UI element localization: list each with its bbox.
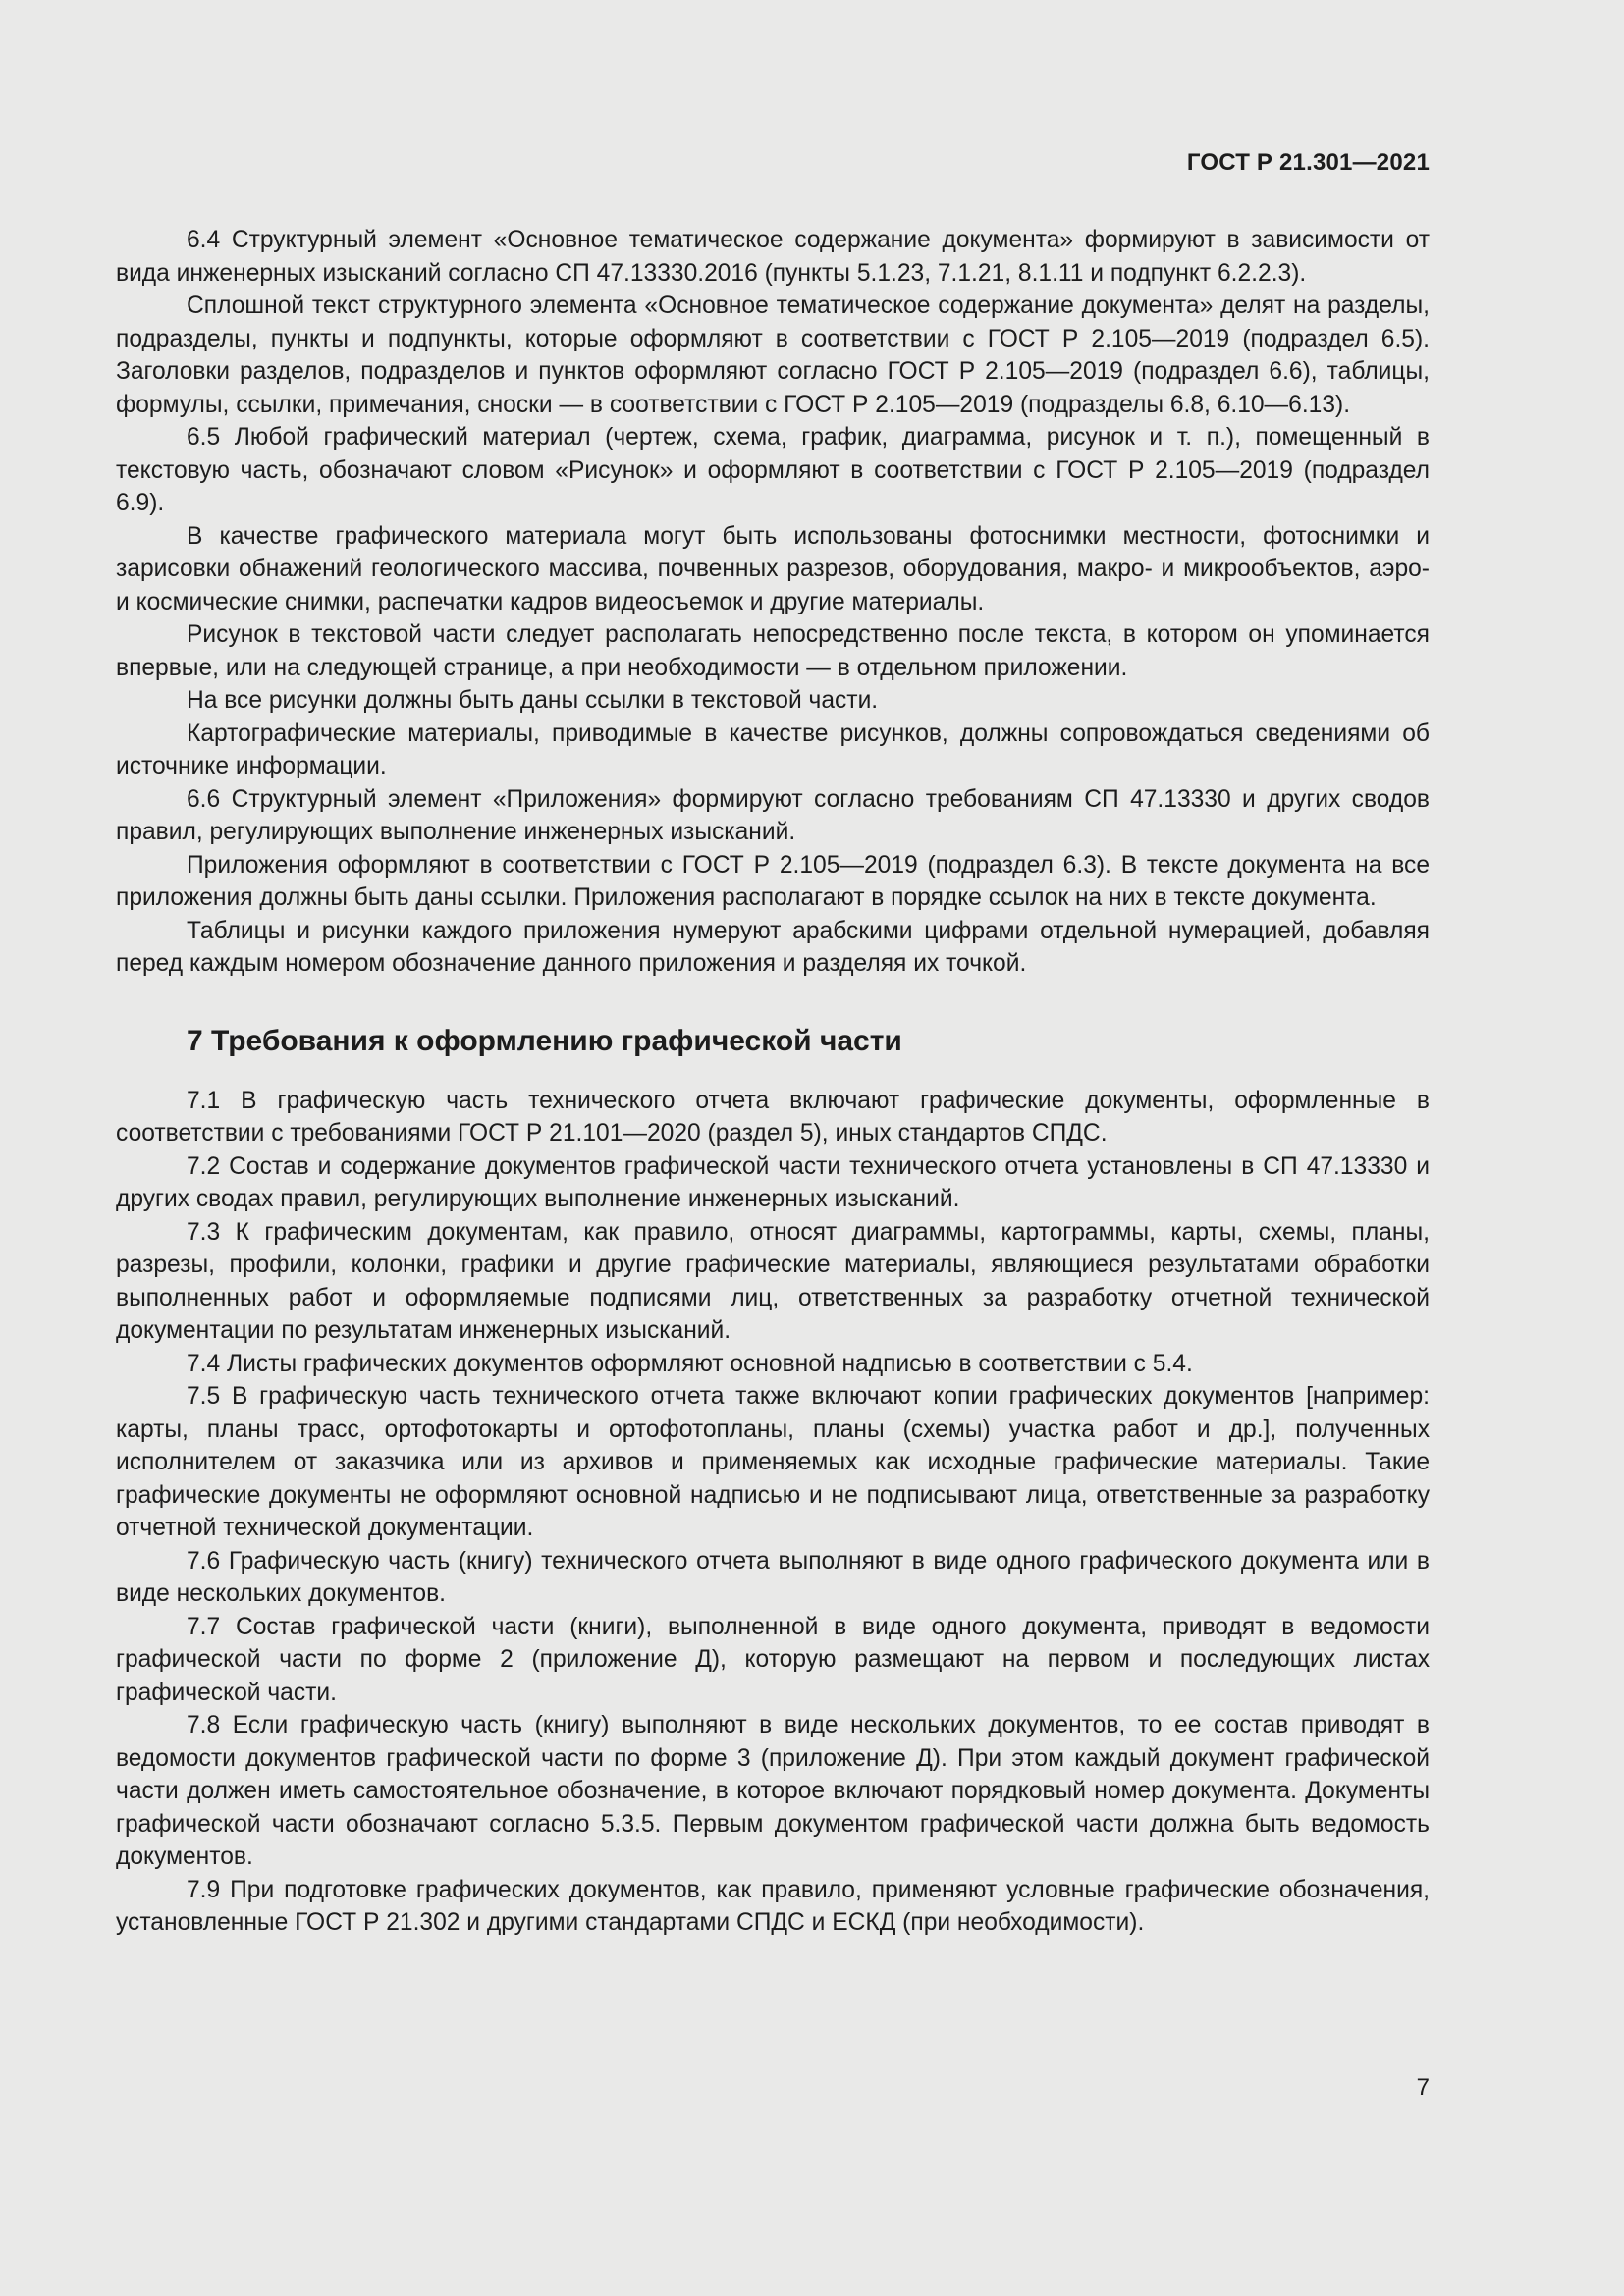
- paragraph: В качестве графического материала могут быть использованы фотоснимки местности, фотоснимки и зарисовки обнажений геологического массива, почвенных разрезов, оборудования, макро- и микрообъектов, аэро- и космические снимки, распечатки кадров видеосъемок и другие материалы.: [116, 522, 1430, 615]
- paragraph: Сплошной текст структурного элемента «Основное тематическое содержание документа» делят на разделы, подразделы, пункты и подпункты, которые оформляют в соответствии с ГОСТ Р 2.105—2019 (подраздел 6.5). Заголовки разделов, подразделов и пунктов оформляют согласно ГОСТ Р 2.105—2019 (подраздел 6.6), таблицы, формулы, ссылки, примечания, сноски — в соответствии с ГОСТ Р 2.105—2019 (подразделы 6.8, 6.10—6.13).: [116, 293, 1430, 418]
- paragraph-6-4: 6.4 Структурный элемент «Основное тематическое содержание документа» формируют в зависимости от вида инженерных изысканий согласно СП 47.13330.2016 (пункты 5.1.23, 7.1.21, 8.1.11 и подпункт 6.2.2.3).: [116, 227, 1430, 287]
- paragraph: Таблицы и рисунки каждого приложения нумеруют арабскими цифрами отдельной нумерацией, добавляя перед каждым номером обозначение данного приложения и разделяя их точкой.: [116, 917, 1430, 977]
- paragraph-7-7: 7.7 Состав графической части (книги), выполненной в виде одного документа, приводят в ведомости графической части по форме 2 (приложение Д), которую размещают на первом и последующих листах графической части.: [116, 1613, 1430, 1706]
- paragraph-6-6: 6.6 Структурный элемент «Приложения» формируют согласно требованиям СП 47.13330 и других сводов правил, регулирующих выполнение инженерных изысканий.: [116, 785, 1430, 845]
- document-header-id: ГОСТ Р 21.301—2021: [1186, 149, 1430, 176]
- paragraph-7-9: 7.9 При подготовке графических документов, как правило, применяют условные графические обозначения, установленные ГОСТ Р 21.302 и другими стандартами СПДС и ЕСКД (при необходимости).: [116, 1876, 1430, 1936]
- paragraph-7-4: 7.4 Листы графических документов оформляют основной надписью в соответствии с 5.4.: [187, 1350, 1193, 1377]
- paragraph-7-2: 7.2 Состав и содержание документов графической части технического отчета установлены в СП 47.13330 и других сводах правил, регулирующих выполнение инженерных изысканий.: [116, 1152, 1430, 1212]
- paragraph: Приложения оформляют в соответствии с ГОСТ Р 2.105—2019 (подраздел 6.3). В тексте документа на все приложения должны быть даны ссылки. Приложения располагают в порядке ссылок на них в тексте документа.: [116, 851, 1430, 911]
- paragraph-7-5: 7.5 В графическую часть технического отчета также включают копии графических документов [например: карты, планы трасс, ортофотокарты и ортофотопланы, планы (схемы) участка работ и др.], полученных исполнителем от заказчика или из архивов и применяемых как исходные графические материалы. Такие графические документы не оформляют основной надписью и не подписывают лица, ответственные за разработку отчетной технической документации.: [116, 1383, 1430, 1541]
- paragraph-6-5: 6.5 Любой графический материал (чертеж, схема, график, диаграмма, рисунок и т. п.), помещенный в текстовую часть, обозначают словом «Рисунок» и оформляют в соответствии с ГОСТ Р 2.105—2019 (подраздел 6.9).: [116, 424, 1430, 516]
- paragraph-7-6: 7.6 Графическую часть (книгу) технического отчета выполняют в виде одного графического документа или в виде нескольких документов.: [116, 1547, 1430, 1607]
- paragraph: Рисунок в текстовой части следует располагать непосредственно после текста, в котором он упоминается впервые, или на следующей странице, а при необходимости — в отдельном приложении.: [116, 621, 1430, 681]
- section-7-body: [116, 1085, 1430, 1940]
- paragraph: Картографические материалы, приводимые в качестве рисунков, должны сопровождаться сведениями об источнике информации.: [116, 720, 1430, 779]
- paragraph-7-3: 7.3 К графическим документам, как правило, относят диаграммы, картограммы, карты, схемы, планы, разрезы, профили, колонки, графики и другие графические материалы, являющиеся результатами обработки выполненных работ и оформляемые подписями лиц, ответственных за разработку отчетной технической документации по результатам инженерных изысканий.: [116, 1218, 1430, 1344]
- paragraph-7-8: 7.8 Если графическую часть (книгу) выполняют в виде нескольких документов, то ее состав приводят в ведомости документов графической части по форме 3 (приложение Д). При этом каждый документ графической части должен иметь самостоятельное обозначение, в которое включают порядковый номер документа. Документы графической части обозначают согласно 5.3.5. Первым документом графической части должна быть ведомость документов.: [116, 1712, 1430, 1870]
- paragraph-7-1: 7.1 В графическую часть технического отчета включают графические документы, оформленные в соответствии с требованиями ГОСТ Р 21.101—2020 (раздел 5), иных стандартов СПДС.: [116, 1087, 1430, 1147]
- page-content: [116, 224, 1430, 1940]
- page-number: 7: [1416, 2074, 1430, 2101]
- paragraph: На все рисунки должны быть даны ссылки в текстовой части.: [187, 687, 879, 714]
- section-6-body: [116, 224, 1430, 981]
- section-7-heading: 7 Требования к оформлению графической части: [187, 1024, 902, 1057]
